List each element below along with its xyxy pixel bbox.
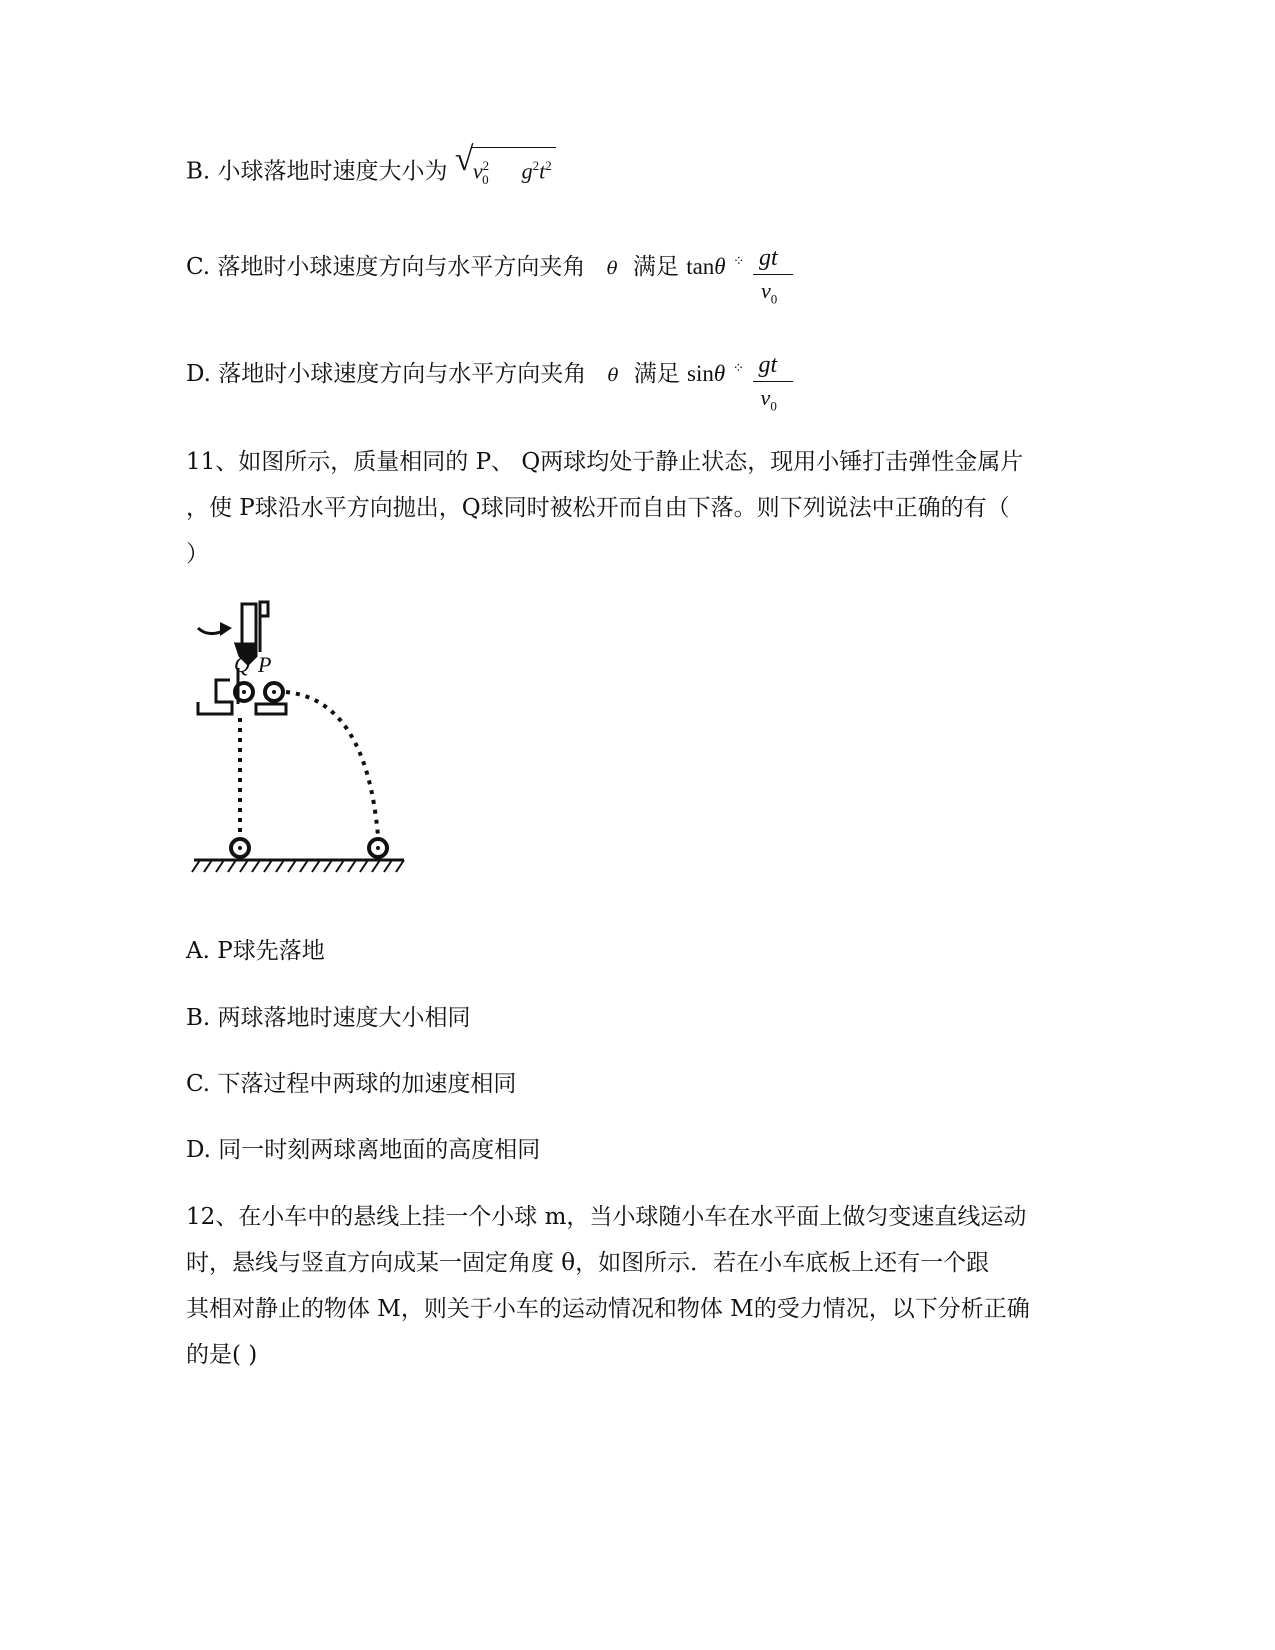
q11-stem-line-1: 11、如图所示，质量相同的 P、 Q两球均处于静止状态，现用小锤打击弹性金属片 xyxy=(186,449,1024,475)
expr-g-sup: 2 xyxy=(532,158,540,173)
expr-t: t xyxy=(539,158,546,184)
q10-option-b xyxy=(186,141,556,196)
fraction-numerator: gt xyxy=(758,352,778,378)
q12-stem-line-3: 其相对静止的物体 M，则关于小车的运动情况和物体 M的受力情况，以下分析正确 xyxy=(186,1296,1030,1322)
fraction-numerator: gt xyxy=(758,245,778,271)
q11-stem-line-2: ，使 P球沿水平方向抛出，Q球同时被松开而自由下落。则下列说法中正确的有（ xyxy=(186,495,1010,521)
fraction-gt-over-v0 xyxy=(751,351,797,414)
equals-mark: ⁘ xyxy=(732,253,744,270)
q11-option-b: B. 两球落地时速度大小相同 xyxy=(186,1005,471,1031)
func-theta: θ xyxy=(713,361,726,386)
q12-stem-line-1: 12、在小车中的悬线上挂一个小球 m，当小球随小车在水平面上做匀变速直线运动 xyxy=(186,1204,1027,1230)
ball-p-start xyxy=(265,683,283,701)
equals-mark: ⁘ xyxy=(732,360,744,377)
ball-q-landed xyxy=(231,839,249,857)
q11-option-a: A. P球先落地 xyxy=(186,938,325,964)
q12-stem-line-4: 的是( ) xyxy=(186,1342,258,1368)
satisfy-text: 满足 xyxy=(632,254,679,280)
fraction-gt-over-v0 xyxy=(751,244,797,307)
q11-option-c: C. 下落过程中两球的加速度相同 xyxy=(186,1071,517,1097)
q11-projectile-figure xyxy=(190,600,420,890)
q10-option-c xyxy=(186,238,797,307)
ball-p-landed xyxy=(369,839,387,857)
expr-g: g xyxy=(521,158,533,184)
swing-arrow-head xyxy=(220,622,232,636)
func-theta: θ xyxy=(714,254,726,279)
q11-option-d: D. 同一时刻两球离地面的高度相同 xyxy=(186,1137,541,1163)
q12-stem-line-2: 时，悬线与竖直方向成某一固定角度 θ，如图所示．若在小车底板上还有一个跟 xyxy=(186,1250,990,1276)
expr-t-sup: 2 xyxy=(545,158,552,173)
expr-v-sup: 2 xyxy=(482,158,490,173)
satisfy-text: 满足 xyxy=(633,361,680,387)
q11-stem-line-3: ） xyxy=(186,541,209,567)
func-name: sin xyxy=(687,361,714,386)
expr-v: v xyxy=(472,158,483,184)
q10-option-b-text: B. 小球落地时速度大小为 xyxy=(186,158,448,185)
p-parabolic-path xyxy=(286,692,378,836)
q10-option-c-text: C. 落地时小球速度方向与水平方向夹角 xyxy=(186,254,586,280)
theta-symbol: θ xyxy=(606,258,618,279)
sqrt-expression: √ $v^2_0$ $g^2t^2$ xyxy=(455,150,556,196)
ground-hatching xyxy=(192,860,404,872)
fraction-denominator: $v_0$ xyxy=(760,278,778,307)
label-q: Q xyxy=(234,652,250,677)
q10-option-d-text: D. 落地时小球速度方向与水平方向夹角 xyxy=(186,361,587,387)
func-name: tan xyxy=(686,254,715,279)
q10-option-d xyxy=(186,345,797,414)
expr-v-sub: 0 xyxy=(482,171,489,187)
theta-symbol: θ xyxy=(607,365,619,386)
label-p: P xyxy=(258,652,272,677)
fraction-denominator: $v_0$ xyxy=(760,385,777,414)
